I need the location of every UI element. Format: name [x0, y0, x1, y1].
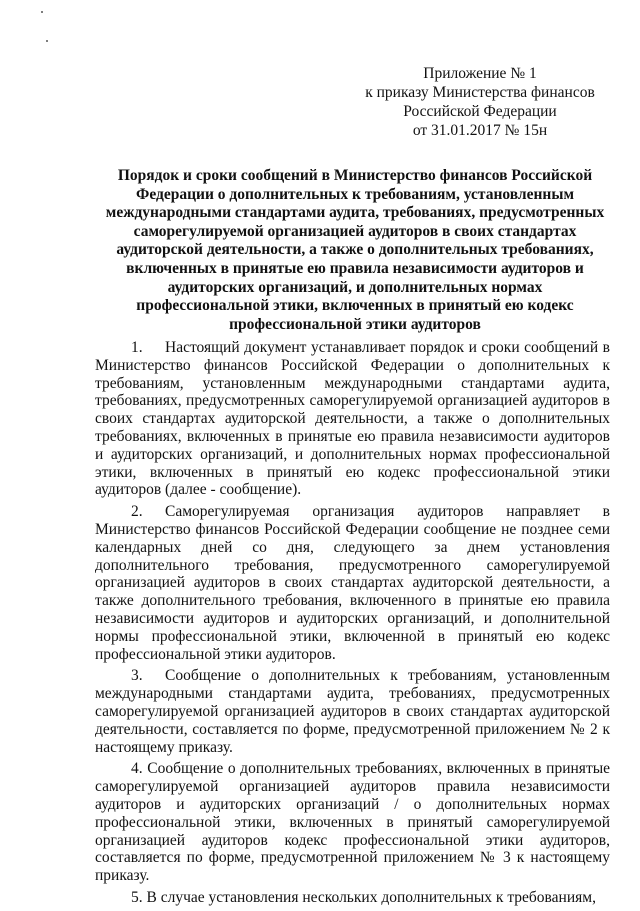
- scan-speck: [41, 11, 43, 13]
- appendix-date: от 31.01.2017 № 15н: [412, 122, 548, 139]
- document-body: [95, 339, 610, 911]
- appendix-header: [360, 64, 600, 140]
- paragraph-text: Сообщение о дополнительных требованиях, включенных в принятые саморегулируемой организацией аудиторов правила независимости аудиторов и аудиторских организаций / о дополнительных нормах профессиональной этики, включенных в принятый саморегулируемой организацией аудиторов кодекс профессиональной этики аудиторов, составляется по форме, предусмотренной приложением № 3 к настоящему приказу.: [95, 760, 611, 885]
- paragraph-text: Сообщение о дополнительных к требованиям, установленным международными стандартами аудита, требованиях, предусмотренных саморегулируемой организацией аудиторов в своих стандартах аудиторской деятельности, составляется по форме, предусмотренной приложением № 2 к настоящему приказу.: [95, 667, 610, 756]
- document-title: Порядок и сроки сообщений в Министерство финансов Российской Федерации о дополнительных к требованиям, установленным международными стандартами аудита, требованиях, предусмотренных саморегулируемой организацией аудиторов в своих стандартах аудиторской деятельности, а также о дополнительных требованиях, включенных в принятые ею правила независимости аудиторов и аудиторских организаций, и дополнительных нормах профессиональной этики, включенных в принятый ею кодекс профессиональной этики аудиторов: [105, 167, 605, 333]
- paragraph-number: 4.: [131, 760, 143, 778]
- paragraph-3: [95, 667, 610, 756]
- paragraph-1: [95, 339, 610, 499]
- scan-speck: [46, 40, 48, 42]
- paragraph-text: Настоящий документ устанавливает порядок и сроки сообщений в Министерство финансов Российской Федерации о дополнительных к требованиям, установленным международными стандартами аудита, требованиях, предусмотренных саморегулируемой организацией аудиторов в своих стандартах аудиторской деятельности, а также о дополнительных требованиях, включенных в принятые ею правила независимости аудиторов и аудиторских организаций, и дополнительных нормах профессиональной этики, включенных в принятый ею кодекс профессиональной этики аудиторов (далее - сообщение).: [95, 339, 610, 499]
- paragraph-4: [95, 760, 610, 885]
- paragraph-2: [95, 503, 610, 663]
- paragraph-number: 2.: [131, 503, 143, 521]
- appendix-number: Приложение № 1: [423, 65, 537, 82]
- appendix-order-ref: к приказу Министерства финансов: [365, 84, 595, 101]
- paragraph-5: [95, 889, 610, 907]
- paragraph-text: В случае установления нескольких дополнительных к требованиям,: [146, 888, 596, 906]
- paragraph-number: 5.: [131, 888, 143, 906]
- paragraph-number: 3.: [131, 667, 143, 685]
- paragraph-text: Саморегулируемая организация аудиторов направляет в Министерство финансов Российской Федерации сообщение не позднее семи календарных дней со дня, следующего за днем установления дополнительного требования, предусмотренного саморегулируемой организацией аудиторов в своих стандартах аудиторской деятельности, а также дополнительного требования, включенного в принятые ею правила независимости аудиторов и аудиторских организаций, и дополнительной нормы профессиональной этики, включенной в принятый ею кодекс профессиональной этики аудиторов.: [95, 503, 610, 663]
- paragraph-number: 1.: [131, 339, 143, 356]
- appendix-federation: Российской Федерации: [403, 103, 557, 120]
